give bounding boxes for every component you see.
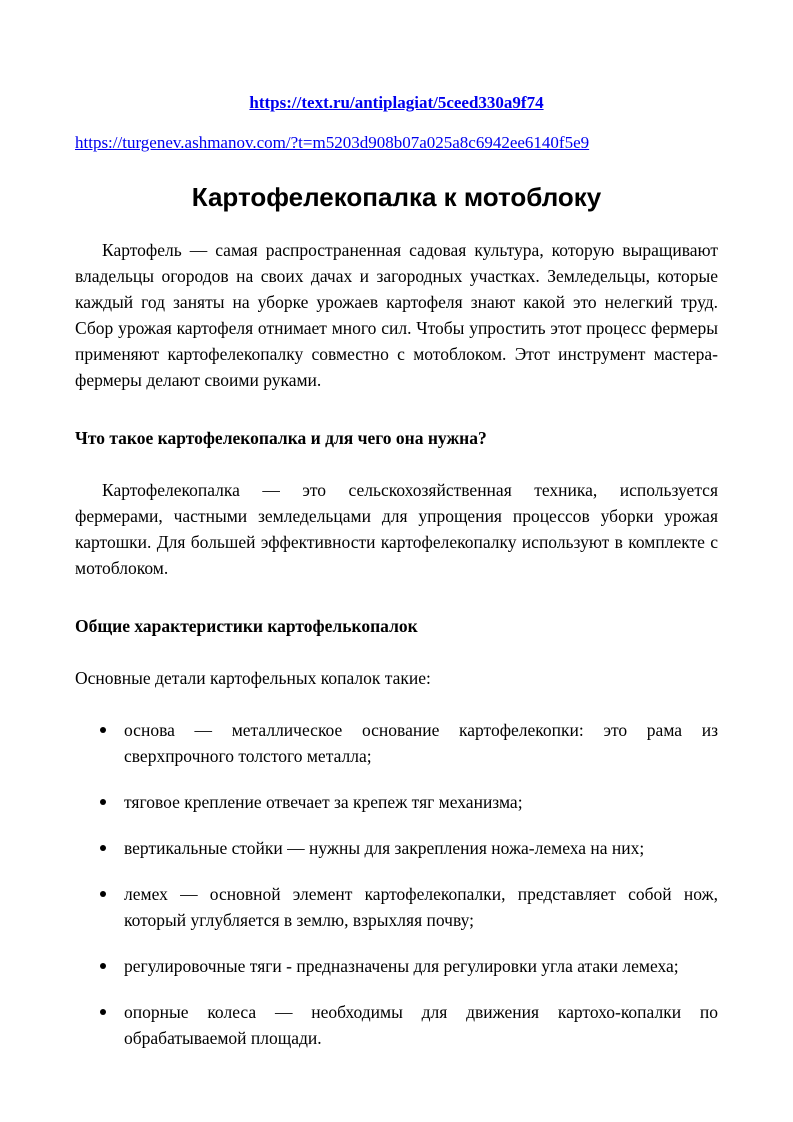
list-item: опорные колеса — необходимы для движения картохо-копалки по обрабатываемой площади.	[124, 999, 718, 1051]
list-item: тяговое крепление отвечает за крепеж тяг механизма;	[124, 789, 718, 815]
turgenev-link[interactable]: https://turgenev.ashmanov.com/?t=m5203d908b07a025a8c6942ee6140f5e9	[75, 133, 590, 152]
intro-paragraph: Картофель — самая распространенная садовая культура, которую выращивают владельцы огородов на своих дачах и загородных участках. Земледельцы, которые каждый год заняты на уборке урожаев картофеля знают какой это нелегкий труд. Сбор урожая картофеля отнимает много сил. Чтобы упростить этот процесс фермеры применяют картофелекопалку совместно с мотоблоком. Этот инструмент мастера-фермеры делают своими руками.	[75, 240, 718, 391]
section-heading-what-is: Что такое картофелекопалка и для чего она нужна?	[75, 428, 487, 449]
list-item: лемех — основной элемент картофелекопалки, представляет собой нож, который углубляется в землю, взрыхляя почву;	[124, 881, 718, 933]
section1-paragraph: Картофелекопалка — это сельскохозяйственная техника, используется фермерами, частными земледельцами для упрощения процессов уборки урожая картошки. Для большей эффективности картофелекопалку используют в комплекте с мотоблоком.	[75, 480, 718, 579]
section-heading-characteristics: Общие характеристики картофелькопалок	[75, 616, 418, 637]
parts-list	[75, 717, 718, 1051]
antiplagiat-link-line	[75, 90, 718, 116]
list-item: регулировочные тяги - предназначены для регулировки угла атаки лемеха;	[124, 953, 718, 979]
list-item: основа — металлическое основание картофелекопки: это рама из сверхпрочного толстого металла;	[124, 717, 718, 769]
list-item: вертикальные стойки — нужны для закрепления ножа-лемеха на них;	[124, 835, 718, 861]
antiplagiat-link[interactable]: https://text.ru/antiplagiat/5ceed330a9f74	[249, 93, 544, 112]
list-lead-paragraph: Основные детали картофельных копалок такие:	[75, 668, 431, 689]
turgenev-link-line	[75, 130, 718, 156]
page-title: Картофелекопалка к мотоблоку	[191, 182, 602, 212]
